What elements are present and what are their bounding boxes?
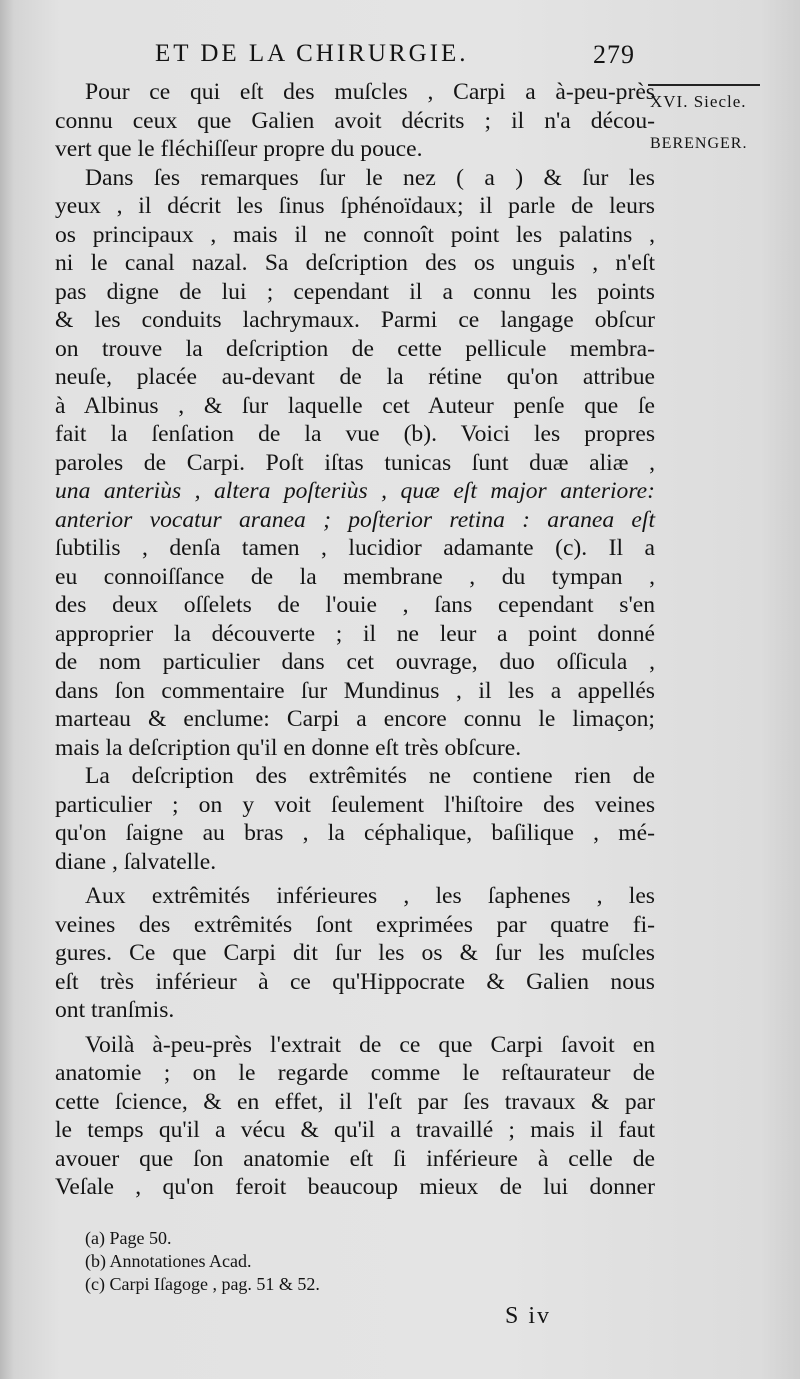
text-line: ont tranſmis. — [55, 997, 175, 1023]
text-line: mais la deſcription qu'il en donne eſt très obſcure. — [55, 734, 522, 761]
text-line: approprier la découverte ; il ne leur a point donné — [55, 620, 655, 647]
text-line: eu connoiſſance de la membrane , du tympan , — [55, 563, 655, 590]
text-line: gures. Ce que Carpi dit ſur les os & ſur les muſcles — [55, 940, 655, 966]
text-line: Voilà à-peu-près l'extrait de ce que Carpi ſavoit en — [85, 1031, 655, 1058]
text-line: à Albinus , & ſur laquelle cet Auteur penſe que ſe — [55, 392, 655, 419]
text-line: de nom particulier dans cet ouvrage, duo oſſicula , — [55, 649, 655, 675]
main-text — [55, 78, 655, 1202]
text-line: Aux extrêmités inférieures , les ſaphenes , les — [85, 883, 655, 909]
running-head-title: ET DE LA CHIRURGIE. — [155, 40, 469, 67]
text-line-latin: una anteriùs , altera poſteriùs , quæ eſt major anteriore: — [55, 478, 655, 504]
text-line: Dans ſes remarques ſur le nez ( a ) & ſur les — [85, 164, 655, 191]
margin-rule — [648, 84, 760, 86]
margin-note-century: XVI. Siecle. — [650, 92, 747, 111]
text-line: dans ſon commentaire ſur Mundinus , il les a appellés — [55, 677, 655, 704]
text-line: La deſcription des extrêmités ne contiene rien de — [85, 763, 655, 789]
text-line: connu ceux que Galien avoit décrits ; il n'a décou- — [55, 107, 655, 134]
text-line: neuſe, placée au-devant de la rétine qu'on attribue — [55, 364, 655, 390]
text-line-latin: anterior vocatur aranea ; poſterior retina : aranea eſt — [55, 506, 655, 533]
text-line: des deux oſſelets de l'ouie , ſans cependant s'en — [55, 592, 655, 618]
text-line: pas digne de lui ; cependant il a connu les points — [55, 278, 655, 305]
text-line: on trouve la deſcription de cette pellicule membra- — [55, 335, 655, 362]
text-line: ni le canal nazal. Sa deſcription des os unguis , n'eſt — [55, 250, 655, 276]
text-line: yeux , il décrit les ſinus ſphénoïdaux; il parle de leurs — [55, 193, 655, 219]
margin-note-author: BERENGER. — [650, 135, 748, 152]
text-line: anatomie ; on le regarde comme le reſtaurateur de — [55, 1060, 655, 1086]
text-line: avouer que ſon anatomie eſt ſi inférieure à celle de — [55, 1145, 655, 1172]
footnote: (b) Annotationes Acad. — [85, 1251, 252, 1271]
text-line: Veſale , qu'on feroit beaucoup mieux de lui donner — [55, 1174, 655, 1200]
footnote: (a) Page 50. — [85, 1228, 172, 1248]
running-head — [155, 40, 655, 68]
text-line: eſt très inférieur à ce qu'Hippocrate & Galien nous — [55, 968, 655, 995]
text-line: paroles de Carpi. Poſt iſtas tunicas ſunt duæ aliæ , — [55, 449, 655, 476]
signature-mark: S iv — [505, 1303, 552, 1329]
text-line: qu'on ſaigne au bras , la céphalique, baſilique , mé- — [55, 820, 655, 846]
text-line: veines des extrêmités ſont exprimées par quatre fi- — [55, 911, 655, 938]
text-line: & les conduits lachrymaux. Parmi ce langage obſcur — [55, 307, 655, 333]
text-line: os principaux , mais il ne connoît point les palatins , — [55, 221, 655, 248]
text-line: vert que le fléchiſſeur propre du pouce. — [55, 136, 423, 162]
text-line: le temps qu'il a vécu & qu'il a travaillé ; mais il faut — [55, 1117, 655, 1143]
text-line: fait la ſenſation de la vue (b). Voici les propres — [55, 421, 655, 447]
text-line: cette ſcience, & en effet, il l'eſt par ſes travaux & par — [55, 1088, 655, 1115]
text-line: diane , ſalvatelle. — [55, 848, 217, 875]
text-line: Pour ce qui eſt des muſcles , Carpi a à-peu-près — [85, 79, 655, 105]
footnotes — [85, 1227, 505, 1296]
text-line: particulier ; on y voit ſeulement l'hiſtoire des veines — [55, 791, 655, 818]
text-line: marteau & enclume: Carpi a encore connu le limaçon; — [55, 706, 655, 732]
text-line: ſubtilis , denſa tamen , lucidior adamante (c). Il a — [55, 535, 655, 561]
page-number: 279 — [593, 40, 635, 69]
footnote: (c) Carpi Iſagoge , pag. 51 & 52. — [85, 1274, 320, 1294]
